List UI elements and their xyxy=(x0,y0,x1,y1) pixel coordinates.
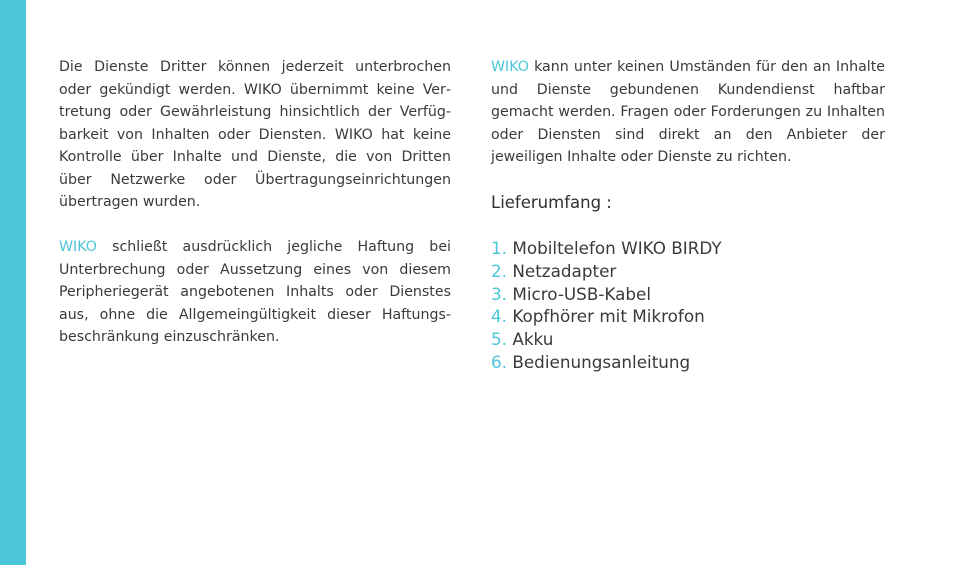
list-item xyxy=(491,283,885,306)
paragraph-text: kann unter keinen Umständen für den an Inhalte und Dienste gebundenen Kundendienst haftbar gemacht werden. Fragen oder Forderungen zu Inhalten oder Diensten sind direkt an den Anbieter der jeweiligen Inhalte oder Dienste zu richten. xyxy=(491,59,885,165)
list-item-label: Bedienungsanleitung xyxy=(507,351,691,372)
left-column xyxy=(59,56,451,371)
list-item-number: 2. xyxy=(491,260,508,281)
list-item-label: Netzadapter xyxy=(507,260,617,281)
list-item-number: 3. xyxy=(491,283,508,304)
list-item-label: Akku xyxy=(507,329,554,350)
list-item-number: 5. xyxy=(491,329,508,350)
brand-name: WIKO xyxy=(491,59,529,75)
package-contents-heading: Lieferumfang : xyxy=(491,193,612,212)
list-item-number: 6. xyxy=(491,351,508,372)
list-item xyxy=(491,351,885,374)
side-accent-bar xyxy=(0,0,26,565)
list-item xyxy=(491,237,885,260)
customer-service-paragraph xyxy=(491,56,885,169)
list-item-number: 4. xyxy=(491,306,508,327)
list-item xyxy=(491,260,885,283)
right-column xyxy=(491,56,885,374)
liability-exclusion-paragraph xyxy=(59,236,451,349)
list-item-label: Kopfhörer mit Mikrofon xyxy=(507,306,705,327)
brand-name: WIKO xyxy=(59,239,97,255)
list-item-label: Micro-USB-Kabel xyxy=(507,283,652,304)
list-item xyxy=(491,305,885,328)
package-contents-list xyxy=(491,237,885,374)
third-party-services-paragraph: Die Dienste Dritter können jederzeit unterbrochen oder gekündigt werden. WIKO übernimmt keine Vertretung oder Gewährleistung hinsichtlich der Verfügbarkeit von Inhalten oder Diensten. WIKO hat keine Kontrolle über Inhalte und Dienste, die von Dritten über Netzwerke oder Übertragungseinrichtungen übertragen wurden. xyxy=(59,59,451,210)
list-item-label: Mobiltelefon WIKO BIRDY xyxy=(507,238,722,258)
list-item xyxy=(491,328,885,351)
list-item-number: 1. xyxy=(491,238,508,258)
paragraph-text: schließt ausdrücklich jegliche Haftung bei Unterbrechung oder Aussetzung eines von diesem Peripheriegerät angebotenen Inhalts oder Dienstes aus, ohne die Allgemeingültigkeit dieser Haftungsbeschränkung einzuschränken. xyxy=(59,239,451,345)
